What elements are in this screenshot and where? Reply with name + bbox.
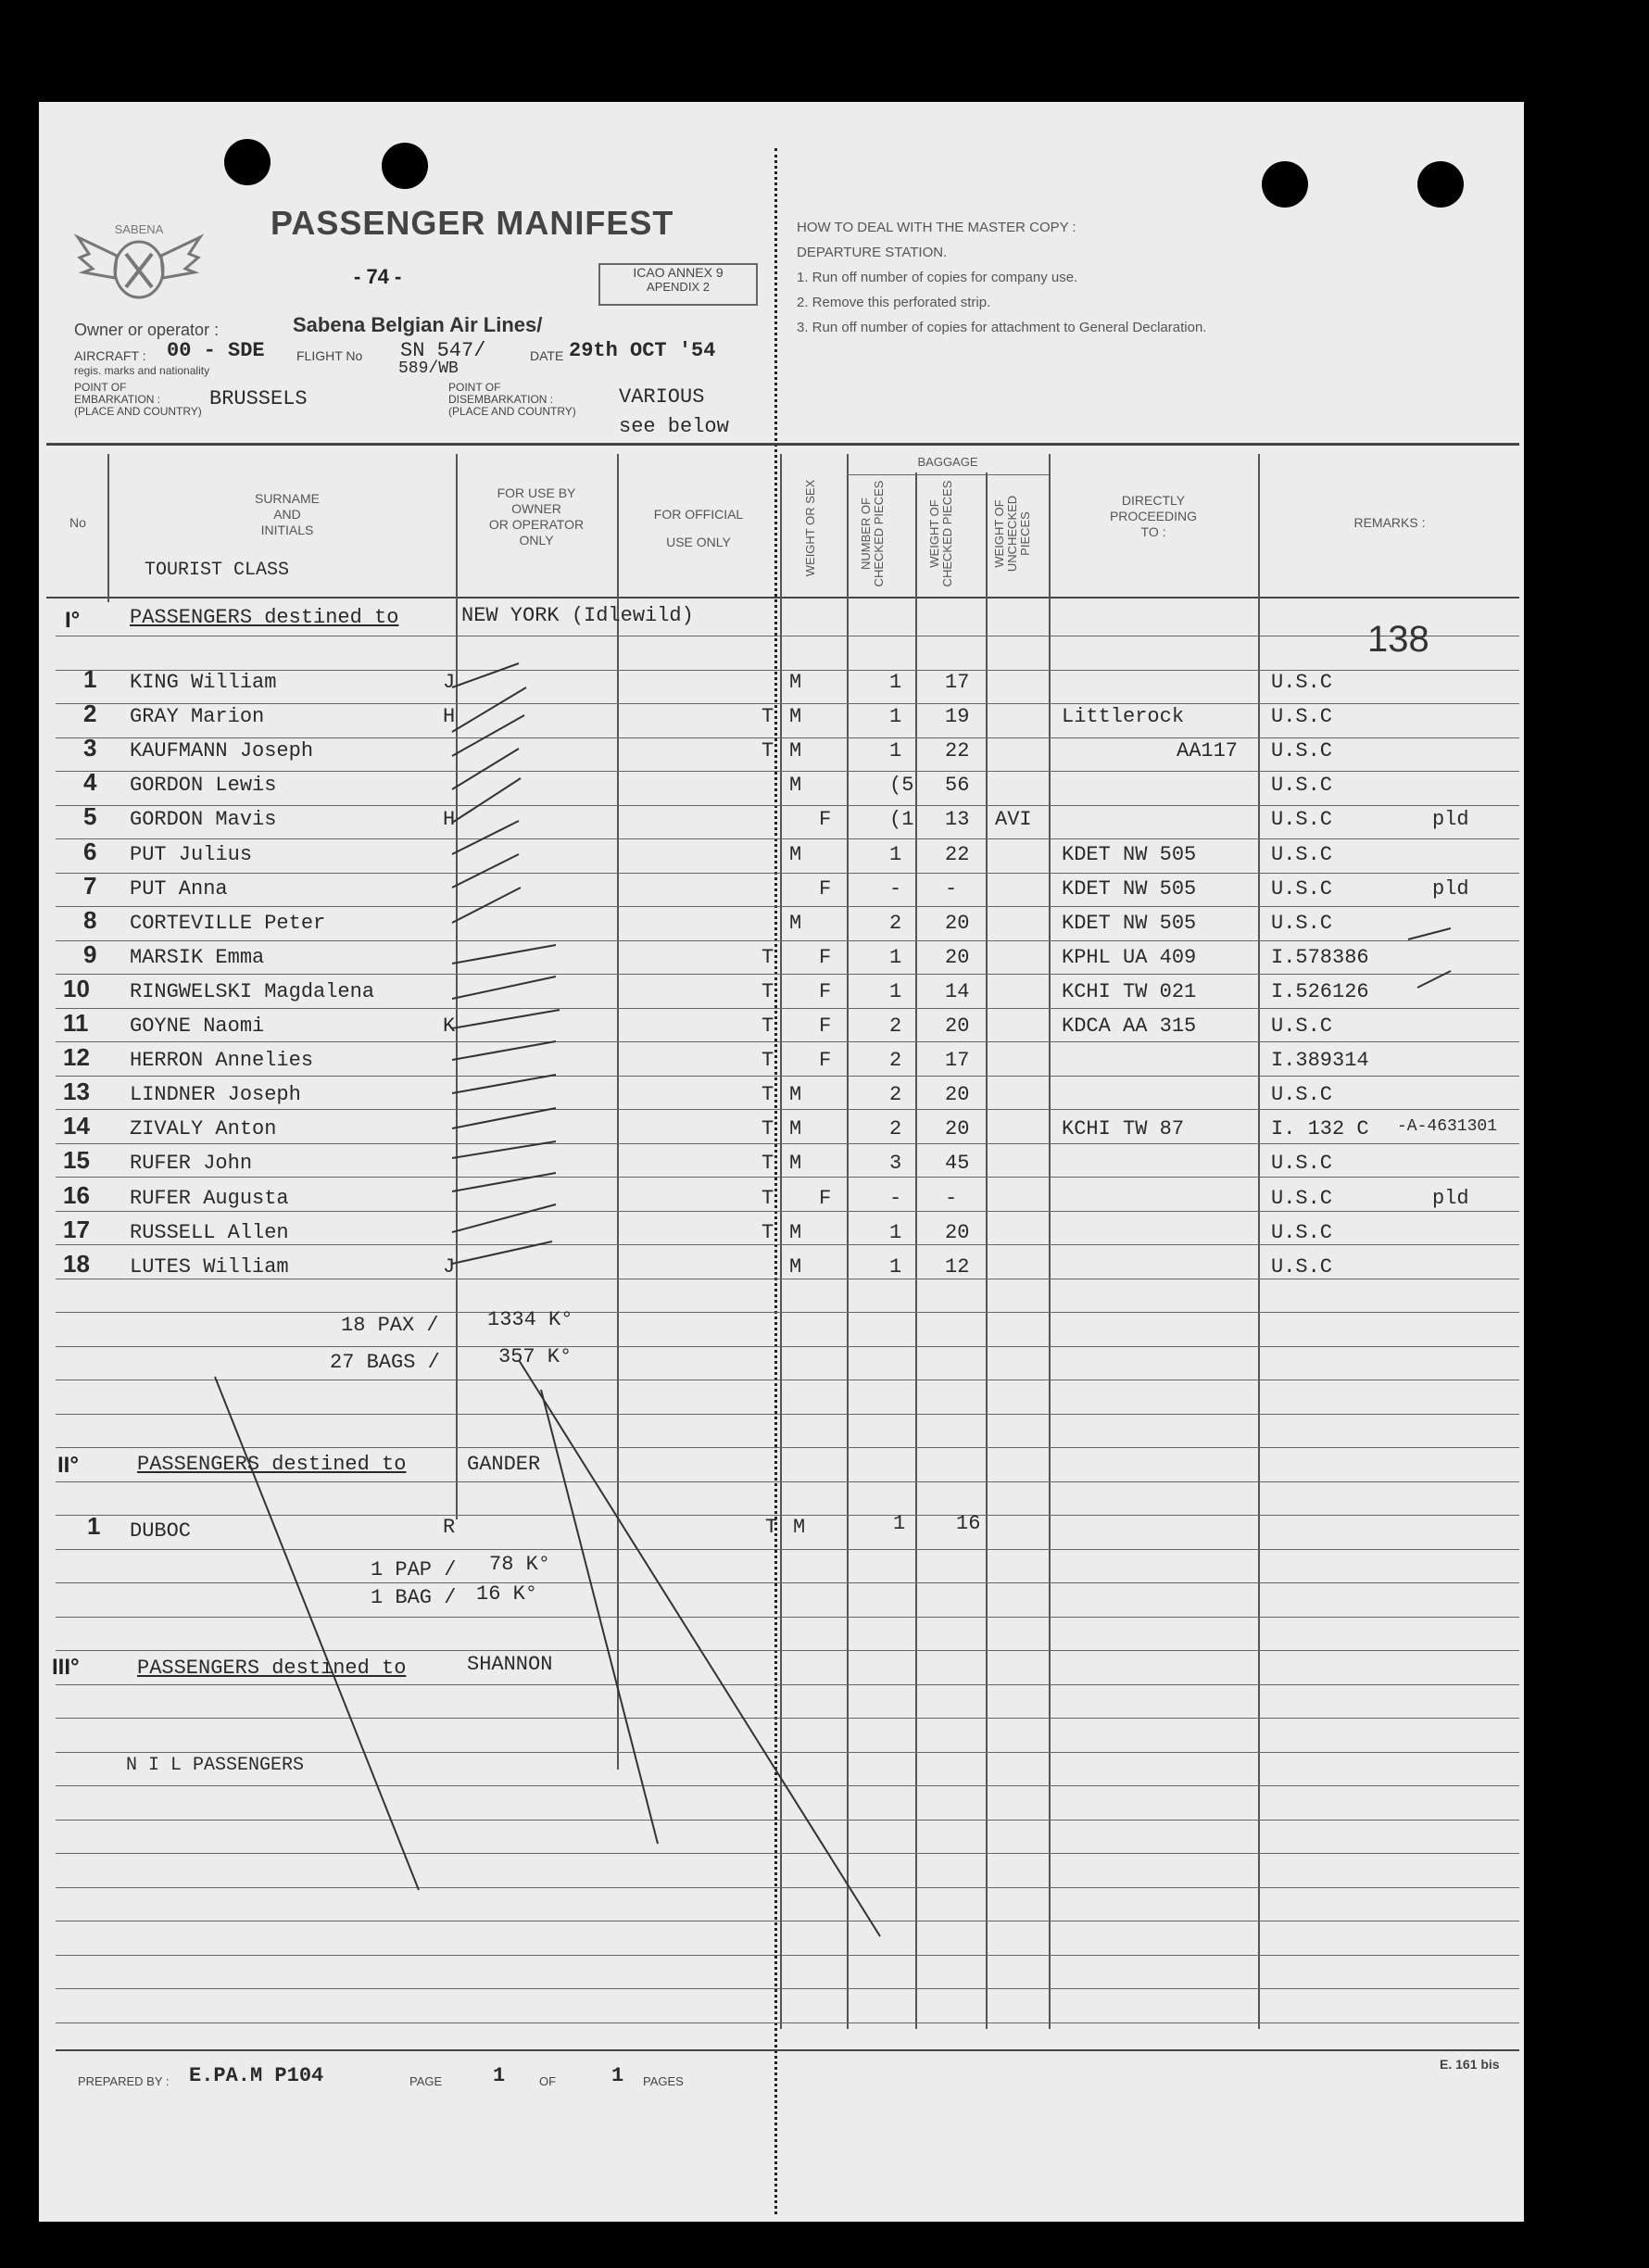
pax-pieces: 1 xyxy=(889,1221,902,1244)
instruction-line: DEPARTURE STATION. xyxy=(797,245,948,260)
section-2-label: PASSENGERS destined to xyxy=(137,1453,407,1476)
form-code: E. 161 bis xyxy=(1440,2057,1500,2072)
pax-destination: KDET NW 505 xyxy=(1062,843,1197,866)
pax-sex: M xyxy=(789,739,802,762)
gander-total-bags: 1 BAG / xyxy=(371,1586,457,1609)
date-label: DATE xyxy=(530,348,564,363)
pax-sex: M xyxy=(789,1152,802,1175)
header-remarks: REMARKS : xyxy=(1353,515,1426,530)
pax-destination: Littlerock xyxy=(1062,705,1185,728)
instruction-line: 3. Run off number of copies for attachment to General Declaration. xyxy=(797,320,1207,335)
pax-pieces: (1 xyxy=(889,808,914,831)
section-3-label: PASSENGERS destined to xyxy=(137,1657,407,1680)
header-directly-3: TO : xyxy=(1140,524,1166,539)
section-1-number: I° xyxy=(65,608,81,633)
page-mark: - 74 - xyxy=(354,265,402,288)
pax-remarks: I.578386 xyxy=(1271,946,1369,969)
pax-initials: K xyxy=(443,1014,456,1038)
pax-transit: T xyxy=(762,1117,774,1140)
total-bags-weight: 357 K° xyxy=(498,1345,573,1368)
page-label: PAGE xyxy=(409,2074,443,2088)
header-weight-unchecked: WEIGHT OF UNCHECKED PIECES xyxy=(992,495,1032,573)
pax-initials: J xyxy=(443,671,456,694)
pax-sex: M xyxy=(789,912,802,935)
pax-destination: KPHL UA 409 xyxy=(1062,946,1197,969)
pax-pieces: 1 xyxy=(889,843,902,866)
page-title: PASSENGER MANIFEST xyxy=(271,204,674,242)
pax-pieces: 3 xyxy=(889,1152,902,1175)
pax-weight: 20 xyxy=(945,1117,970,1140)
header-surname-2: AND xyxy=(273,507,301,522)
header-num-checked: NUMBER OF CHECKED PIECES xyxy=(859,480,886,587)
header-official-1: FOR OFFICIAL xyxy=(653,507,744,522)
pax-no: 10 xyxy=(63,975,90,1002)
pax-weight: 45 xyxy=(945,1152,970,1175)
pax-sex: F xyxy=(819,1187,832,1210)
pax-name: GOYNE Naomi xyxy=(130,1014,265,1038)
pax-weight: 56 xyxy=(945,774,970,797)
flight-value: SN 547/ xyxy=(400,339,486,362)
pax-no: 17 xyxy=(63,1216,90,1243)
pax-weight: 12 xyxy=(945,1255,970,1279)
disemb-label-2: DISEMBARKATION : xyxy=(448,393,554,406)
pax-remarks: U.S.C xyxy=(1271,808,1333,831)
pax-name: RINGWELSKI Magdalena xyxy=(130,980,375,1003)
pax-destination: KDET NW 505 xyxy=(1062,877,1197,901)
pax-initials: H xyxy=(443,705,456,728)
pax-remarks: U.S.C xyxy=(1271,843,1333,866)
pax-name: ZIVALY Anton xyxy=(130,1117,277,1140)
pax-transit: T xyxy=(762,946,774,969)
pax-pieces: 2 xyxy=(889,1049,902,1072)
pax-no: 14 xyxy=(63,1112,90,1140)
header-directly-1: DIRECTLY xyxy=(1121,493,1186,508)
pax-weight: 17 xyxy=(945,671,970,694)
section-1-destination: NEW YORK (Idlewild) xyxy=(461,604,694,627)
pax-transit: T xyxy=(762,1014,774,1038)
gander-pieces: 1 xyxy=(893,1512,906,1535)
header-directly-2: PROCEEDING xyxy=(1109,509,1198,523)
header-owner-1: FOR USE BY xyxy=(497,485,576,500)
pax-note: pld xyxy=(1432,1187,1469,1210)
pax-remarks: I.526126 xyxy=(1271,980,1369,1003)
pax-weight: 20 xyxy=(945,912,970,935)
pax-sex: F xyxy=(819,877,832,901)
pax-no: 18 xyxy=(63,1250,90,1278)
prepared-label: PREPARED BY : xyxy=(78,2074,170,2088)
pax-destination: KCHI TW 87 xyxy=(1062,1117,1185,1140)
pax-no: 9 xyxy=(83,940,97,968)
pax-weight: 20 xyxy=(945,1221,970,1244)
pax-pieces: 2 xyxy=(889,912,902,935)
pax-transit: T xyxy=(762,1221,774,1244)
pax-pieces: 1 xyxy=(889,980,902,1003)
gander-total-pax: 1 PAP / xyxy=(371,1558,457,1581)
prepared-value: E.PA.M P104 xyxy=(189,2064,324,2087)
pax-name: PUT Anna xyxy=(130,877,228,901)
pax-transit: T xyxy=(762,1152,774,1175)
pax-destination: KDET NW 505 xyxy=(1062,912,1197,935)
section-2-number: II° xyxy=(57,1453,79,1478)
pax-pieces: 1 xyxy=(889,671,902,694)
pax-note: -A-4631301 xyxy=(1397,1117,1498,1136)
pax-weight: - xyxy=(945,1187,958,1210)
pax-no: 13 xyxy=(63,1077,90,1105)
pax-pieces: 2 xyxy=(889,1117,902,1140)
instruction-line: 1. Run off number of copies for company use. xyxy=(797,270,1078,285)
pax-weight: 19 xyxy=(945,705,970,728)
pax-sex: F xyxy=(819,980,832,1003)
header-owner-4: ONLY xyxy=(519,533,554,548)
total-bags: 27 BAGS / xyxy=(330,1351,440,1374)
section-3-nil: N I L PASSENGERS xyxy=(126,1755,305,1776)
pax-no: 2 xyxy=(83,699,97,727)
instruction-line: HOW TO DEAL WITH THE MASTER COPY : xyxy=(797,220,1076,235)
header-owner-2: OWNER xyxy=(511,501,561,516)
header-surname-1: SURNAME xyxy=(254,491,320,506)
pax-initials: H xyxy=(443,808,456,831)
gander-sex: M xyxy=(793,1516,806,1539)
pax-remarks: I. 132 C xyxy=(1271,1117,1369,1140)
pax-no: 4 xyxy=(83,768,97,796)
pax-name: LINDNER Joseph xyxy=(130,1083,301,1106)
pax-pieces: (5 xyxy=(889,774,914,797)
svg-text:SABENA: SABENA xyxy=(114,222,164,236)
section-1-label: PASSENGERS destined to xyxy=(130,606,399,629)
pax-no: 8 xyxy=(83,906,97,934)
pax-remarks: U.S.C xyxy=(1271,1255,1333,1279)
pax-no: 16 xyxy=(63,1181,90,1209)
total-pax: 18 PAX / xyxy=(341,1314,439,1337)
pax-transit: T xyxy=(762,1083,774,1106)
pax-pieces: 1 xyxy=(889,705,902,728)
pax-name: GORDON Lewis xyxy=(130,774,277,797)
of-label: OF xyxy=(539,2074,557,2088)
pax-remarks: U.S.C xyxy=(1271,739,1333,762)
gander-total-pax-weight: 78 K° xyxy=(489,1553,551,1576)
instruction-line: 2. Remove this perforated strip. xyxy=(797,295,991,310)
pax-sex: M xyxy=(789,671,802,694)
pax-name: MARSIK Emma xyxy=(130,946,265,969)
pages-label: PAGES xyxy=(643,2074,684,2088)
aircraft-value: 00 - SDE xyxy=(167,339,265,362)
pax-sex: F xyxy=(819,808,832,831)
header-weight-checked: WEIGHT OF CHECKED PIECES xyxy=(927,480,954,587)
pax-note: pld xyxy=(1432,877,1469,901)
pax-transit: T xyxy=(762,1187,774,1210)
pax-weight: 20 xyxy=(945,946,970,969)
header-surname-3: INITIALS xyxy=(260,523,314,537)
disemb-label-1: POINT OF xyxy=(448,381,501,394)
icao-line1: ICAO ANNEX 9 xyxy=(633,265,724,280)
pax-remarks: U.S.C xyxy=(1271,877,1333,901)
pax-pieces: 1 xyxy=(889,946,902,969)
pax-weight: 17 xyxy=(945,1049,970,1072)
pax-destination: KDCA AA 315 xyxy=(1062,1014,1197,1038)
total-pax-weight: 1334 K° xyxy=(487,1308,573,1331)
pax-remarks: I.389314 xyxy=(1271,1049,1369,1072)
pax-transit: T xyxy=(762,739,774,762)
disemb-label-3: (PLACE AND COUNTRY) xyxy=(448,405,576,418)
pax-sex: M xyxy=(789,1255,802,1279)
pax-name: RUSSELL Allen xyxy=(130,1221,289,1244)
header-owner-3: OR OPERATOR xyxy=(488,517,585,532)
page-value: 1 xyxy=(493,2064,506,2087)
pax-sex: M xyxy=(789,774,802,797)
embark-value: BRUSSELS xyxy=(209,387,308,410)
disemb-value: VARIOUS xyxy=(619,385,705,409)
pax-sex: M xyxy=(789,1221,802,1244)
pax-no: 6 xyxy=(83,838,97,865)
pax-no: 15 xyxy=(63,1146,90,1174)
icao-line2: APENDIX 2 xyxy=(647,280,710,294)
pax-pieces: 1 xyxy=(889,1255,902,1279)
aircraft-label: AIRCRAFT : xyxy=(74,348,146,363)
pax-weight: 20 xyxy=(945,1014,970,1038)
pax-remarks: U.S.C xyxy=(1271,1221,1333,1244)
gander-no: 1 xyxy=(87,1512,101,1540)
regis-label: regis. marks and nationality xyxy=(74,364,210,377)
pax-no: 7 xyxy=(83,872,97,900)
header-official-2: USE ONLY xyxy=(666,535,731,549)
pax-name: CORTEVILLE Peter xyxy=(130,912,326,935)
pax-remarks: U.S.C xyxy=(1271,774,1333,797)
pax-weight: 20 xyxy=(945,1083,970,1106)
of-value: 1 xyxy=(611,2064,624,2087)
disemb-value-2: see below xyxy=(619,415,729,438)
header-class: TOURIST CLASS xyxy=(145,560,290,581)
flight-label: FLIGHT No xyxy=(296,348,363,363)
pax-name: KAUFMANN Joseph xyxy=(130,739,314,762)
pax-pieces: 2 xyxy=(889,1014,902,1038)
pax-name: LUTES William xyxy=(130,1255,289,1279)
pax-weight: - xyxy=(945,877,958,901)
header-baggage: BAGGAGE xyxy=(917,455,978,469)
section-3-destination: SHANNON xyxy=(467,1653,553,1676)
pax-name: HERRON Annelies xyxy=(130,1049,314,1072)
pax-transit: T xyxy=(762,1049,774,1072)
gander-initials: R xyxy=(443,1516,456,1539)
pax-pieces: - xyxy=(889,1187,902,1210)
pax-name: PUT Julius xyxy=(130,843,253,866)
gander-total-bags-weight: 16 K° xyxy=(476,1582,538,1606)
pax-weight: 22 xyxy=(945,739,970,762)
pax-remarks: U.S.C xyxy=(1271,1152,1333,1175)
owner-label: Owner or operator : xyxy=(74,321,220,339)
pax-pieces: 2 xyxy=(889,1083,902,1106)
owner-value: Sabena Belgian Air Lines/ xyxy=(293,313,543,336)
pax-remarks: U.S.C xyxy=(1271,705,1333,728)
pax-destination: KCHI TW 021 xyxy=(1062,980,1197,1003)
pax-sex: M xyxy=(789,705,802,728)
flight-value-2: 589/WB xyxy=(398,359,459,378)
pax-remarks: U.S.C xyxy=(1271,671,1333,694)
pax-name: RUFER John xyxy=(130,1152,253,1175)
pax-no: 1 xyxy=(83,665,97,693)
embark-label-3: (PLACE AND COUNTRY) xyxy=(74,405,202,418)
section-3-number: III° xyxy=(52,1655,80,1680)
embark-label-2: EMBARKATION : xyxy=(74,393,161,406)
pax-pieces: - xyxy=(889,877,902,901)
pax-sex: F xyxy=(819,1049,832,1072)
pax-remarks: U.S.C xyxy=(1271,1083,1333,1106)
pax-pieces: 1 xyxy=(889,739,902,762)
pax-unchecked: AVI xyxy=(995,808,1032,831)
pax-transit: T xyxy=(762,980,774,1003)
pax-destination: AA117 xyxy=(1177,739,1239,762)
section-2-destination: GANDER xyxy=(467,1453,541,1476)
gander-name: DUBOC xyxy=(130,1519,192,1543)
date-value: 29th OCT '54 xyxy=(569,339,716,362)
pax-weight: 14 xyxy=(945,980,970,1003)
pax-sex: M xyxy=(789,1117,802,1140)
pax-transit: T xyxy=(762,705,774,728)
pax-name: KING William xyxy=(130,671,277,694)
pax-weight: 22 xyxy=(945,843,970,866)
section-1-note: 138 xyxy=(1367,619,1429,660)
pax-name: RUFER Augusta xyxy=(130,1187,289,1210)
pax-name: GORDON Mavis xyxy=(130,808,277,831)
pax-name: GRAY Marion xyxy=(130,705,265,728)
pax-note: pld xyxy=(1432,808,1469,831)
gander-transit: T xyxy=(765,1516,778,1539)
pax-remarks: U.S.C xyxy=(1271,1187,1333,1210)
pax-no: 12 xyxy=(63,1043,90,1071)
pax-sex: M xyxy=(789,843,802,866)
pax-initials: J xyxy=(443,1255,456,1279)
pax-remarks: U.S.C xyxy=(1271,1014,1333,1038)
header-weight-sex: WEIGHT OR SEX xyxy=(803,479,817,577)
pax-sex: M xyxy=(789,1083,802,1106)
gander-weight: 16 xyxy=(956,1512,981,1535)
pax-no: 5 xyxy=(83,802,97,830)
pax-weight: 13 xyxy=(945,808,970,831)
pax-sex: F xyxy=(819,946,832,969)
pax-remarks: U.S.C xyxy=(1271,912,1333,935)
pax-no: 3 xyxy=(83,734,97,762)
pax-no: 11 xyxy=(63,1009,89,1037)
pax-sex: F xyxy=(819,1014,832,1038)
header-no: No xyxy=(69,515,86,530)
embark-label-1: POINT OF xyxy=(74,381,127,394)
